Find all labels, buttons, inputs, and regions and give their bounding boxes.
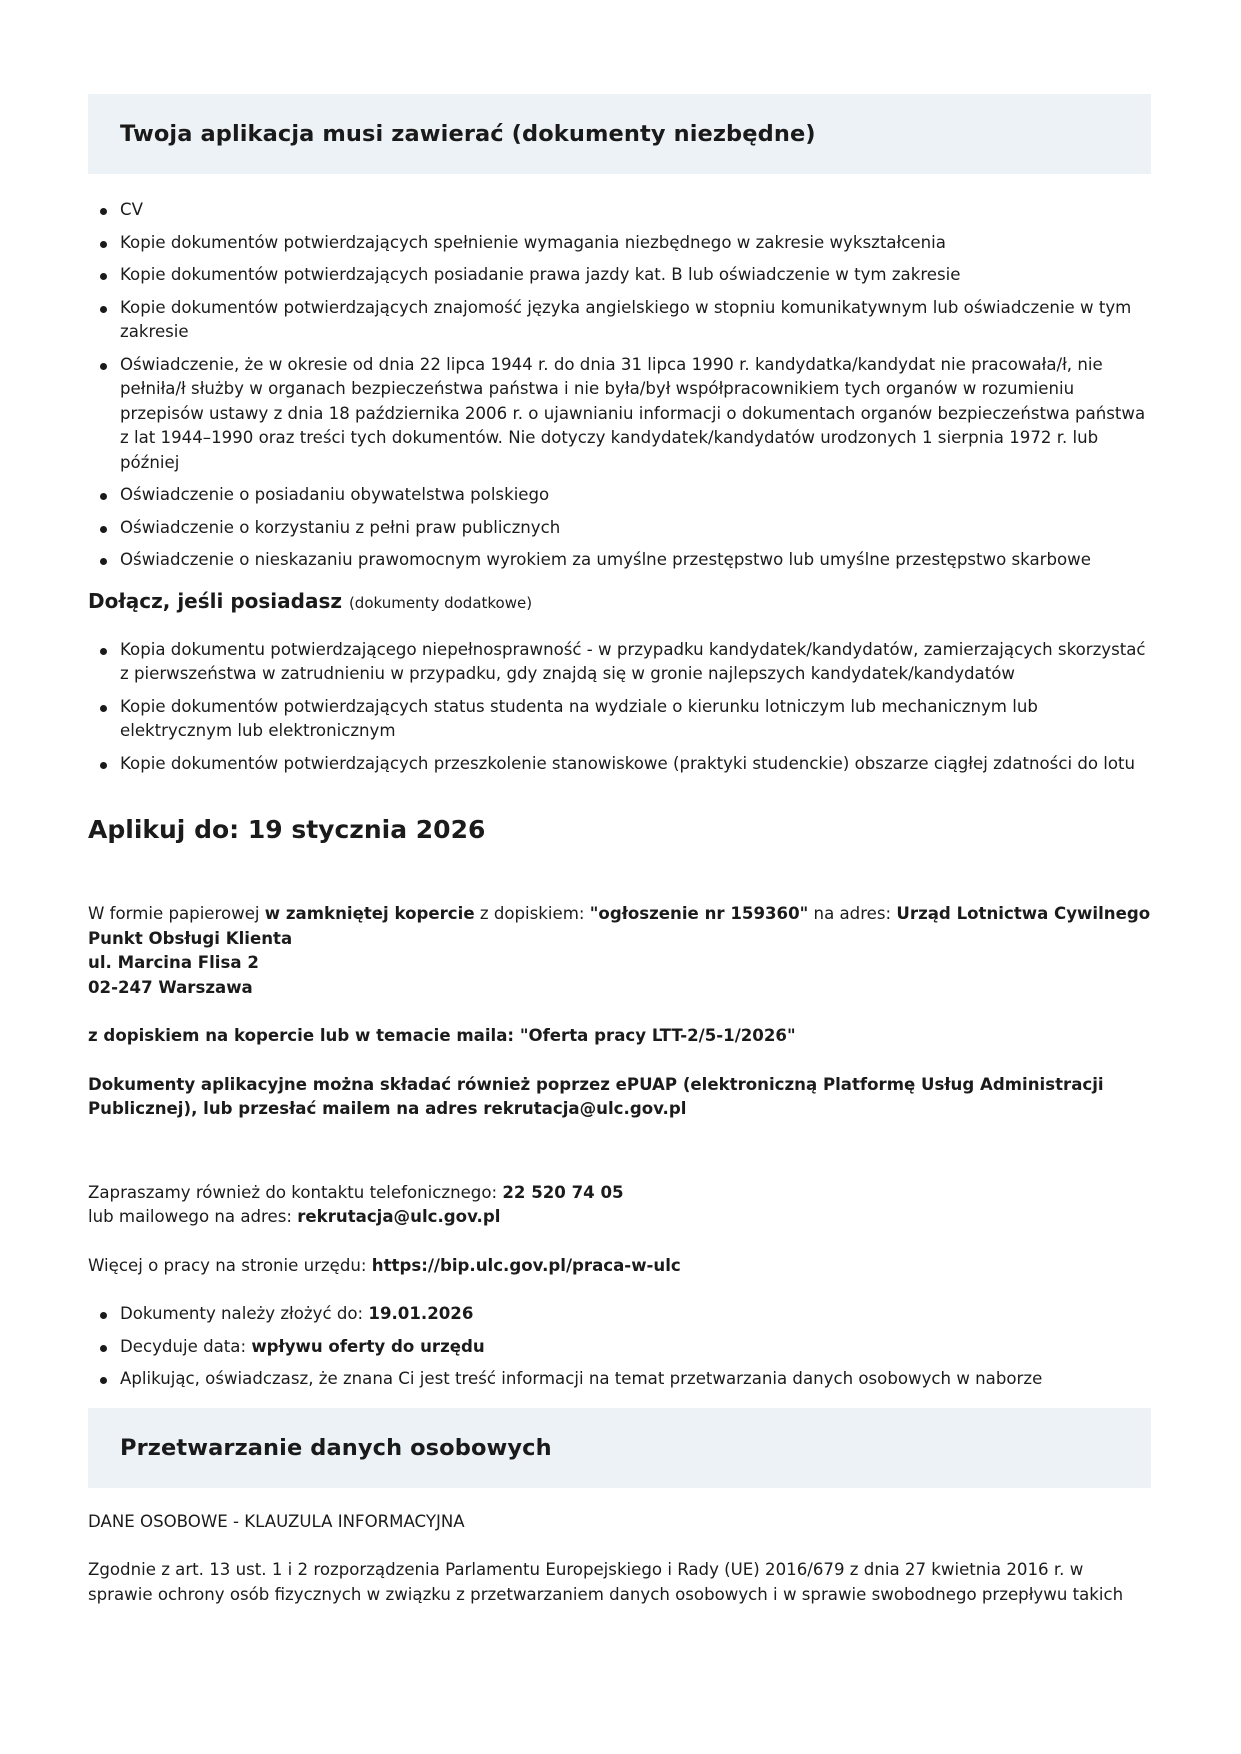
deadline-label: Dokumenty należy złożyć do:	[120, 1304, 369, 1323]
list-item: Kopia dokumentu potwierdzającego niepełnosprawność - w przypadku kandydatek/kandydatów, zamierzających skorzystać z pierwszeństwa w zatrudnieniu w przypadku, gdy znajdą się w gronie najlepszych kandydatek/kandydatów	[120, 638, 1151, 687]
list-item: Kopie dokumentów potwierdzających status studenta na wydziale o kierunku lotniczym lub mechanicznym lub elektrycznym lub elektronicznym	[120, 695, 1151, 744]
decides-label: Decyduje data:	[120, 1336, 252, 1356]
privacy-title: Przetwarzanie danych osobowych	[120, 1434, 552, 1461]
list-item: Kopie dokumentów potwierdzających przeszkolenie stanowiskowe (praktyki studenckie) obszarze ciągłej zdatności do lotu	[120, 752, 1151, 777]
envelope-note-text: z dopiskiem na kopercie lub w temacie maila: "Oferta pracy LTT-2/5-1/2026"	[88, 1026, 796, 1045]
list-item: Oświadczenie, że w okresie od dnia 22 lipca 1944 r. do dnia 31 lipca 1990 r. kandydatka/kandydat nie pracowała/ł, nie pełniła/ł służby w organach bezpieczeństwa państwa i nie była/był współpracownikiem tych organów w rozumieniu przepisów ustawy z dnia 18 października 2006 r. o ujawnianiu informacji o dokumentach organów bezpieczeństwa państwa z lat 1944–1990 oraz treści tych dokumentów. Nie dotyczy kandydatek/kandydatów urodzonych 1 sierpnia 1972 r. lub później	[120, 353, 1151, 476]
address-line-3: ul. Marcina Flisa 2	[88, 953, 259, 972]
epuap-paragraph	[88, 1073, 1151, 1122]
list-item: Kopie dokumentów potwierdzających znajomość języka angielskiego w stopniu komunikatywnym lub oświadczenie w tym zakresie	[120, 296, 1151, 345]
list-item: Aplikując, oświadczasz, że znana Ci jest treść informacji na temat przetwarzania danych osobowych w naborze	[120, 1367, 1151, 1392]
list-item: CV	[120, 198, 1151, 223]
deadline-date: 19.01.2026	[368, 1304, 474, 1323]
paper-mid2: na adres:	[808, 904, 897, 923]
list-item: Oświadczenie o posiadaniu obywatelstwa polskiego	[120, 483, 1151, 508]
privacy-header	[88, 1408, 1151, 1488]
additional-documents-list	[88, 638, 1151, 777]
job-offer-document	[88, 94, 1151, 1607]
additional-documents-heading	[88, 586, 1151, 618]
required-documents-header	[88, 94, 1151, 174]
email-label: lub mailowego na adres:	[88, 1207, 298, 1226]
list-item	[120, 1335, 1151, 1360]
deadline-info-list	[88, 1302, 1151, 1392]
sealed-envelope-text: w zamkniętej kopercie	[264, 904, 475, 923]
decides-value: wpływu oferty do urzędu	[251, 1336, 485, 1356]
email-link[interactable]: rekrutacja@ulc.gov.pl	[297, 1207, 501, 1226]
additional-documents-subtitle: (dokumenty dodatkowe)	[348, 593, 533, 612]
address-line-1: Urząd Lotnictwa Cywilnego	[896, 904, 1151, 923]
address-line-4: 02-247 Warszawa	[88, 977, 253, 997]
apply-deadline-heading: Aplikuj do: 19 stycznia 2026	[88, 815, 486, 844]
list-item: Kopie dokumentów potwierdzających spełnienie wymagania niezbędnego w zakresie wykształcenia	[120, 231, 1151, 256]
phone-number[interactable]: 22 520 74 05	[502, 1182, 624, 1202]
paper-prefix: W formie papierowej	[88, 904, 265, 923]
envelope-note	[88, 1024, 1151, 1049]
list-item: Kopie dokumentów potwierdzających posiadanie prawa jazdy kat. B lub oświadczenie w tym zakresie	[120, 263, 1151, 288]
contact-paragraph	[88, 1181, 1151, 1230]
required-documents-list	[88, 198, 1151, 573]
phone-label: Zapraszamy również do kontaktu telefonicznego:	[88, 1182, 503, 1202]
more-info-paragraph	[88, 1254, 1151, 1279]
more-info-link[interactable]: https://bip.ulc.gov.pl/praca-w-ulc	[371, 1255, 681, 1275]
epuap-text: Dokumenty aplikacyjne można składać również poprzez ePUAP (elektroniczną Platformę Usług Administracji Publicznej), lub przesłać mailem na adres rekrutacja@ulc.gov.pl	[88, 1074, 1104, 1118]
list-item	[120, 1302, 1151, 1327]
announcement-number: "ogłoszenie nr 159360"	[589, 904, 809, 923]
additional-documents-title: Dołącz, jeśli posiadasz	[88, 588, 342, 613]
clause-text: Zgodnie z art. 13 ust. 1 i 2 rozporządzenia Parlamentu Europejskiego i Rady (UE) 2016/679 z dnia 27 kwietnia 2016 r. w sprawie ochrony osób fizycznych w związku z przetwarzaniem danych osobowych i w sprawie swobodnego przepływu takich	[88, 1560, 1124, 1604]
paper-submission-paragraph	[88, 902, 1151, 1000]
clause-title: DANE OSOBOWE - KLAUZULA INFORMACYJNA	[88, 1511, 465, 1531]
required-documents-title: Twoja aplikacja musi zawierać (dokumenty niezbędne)	[120, 121, 816, 147]
list-item: Oświadczenie o nieskazaniu prawomocnym wyrokiem za umyślne przestępstwo lub umyślne przestępstwo skarbowe	[120, 548, 1151, 573]
list-item: Oświadczenie o korzystaniu z pełni praw publicznych	[120, 516, 1151, 541]
address-line-2: Punkt Obsługi Klienta	[88, 928, 293, 948]
paper-mid: z dopiskiem:	[474, 904, 590, 923]
more-info-label: Więcej o pracy na stronie urzędu:	[88, 1255, 372, 1275]
